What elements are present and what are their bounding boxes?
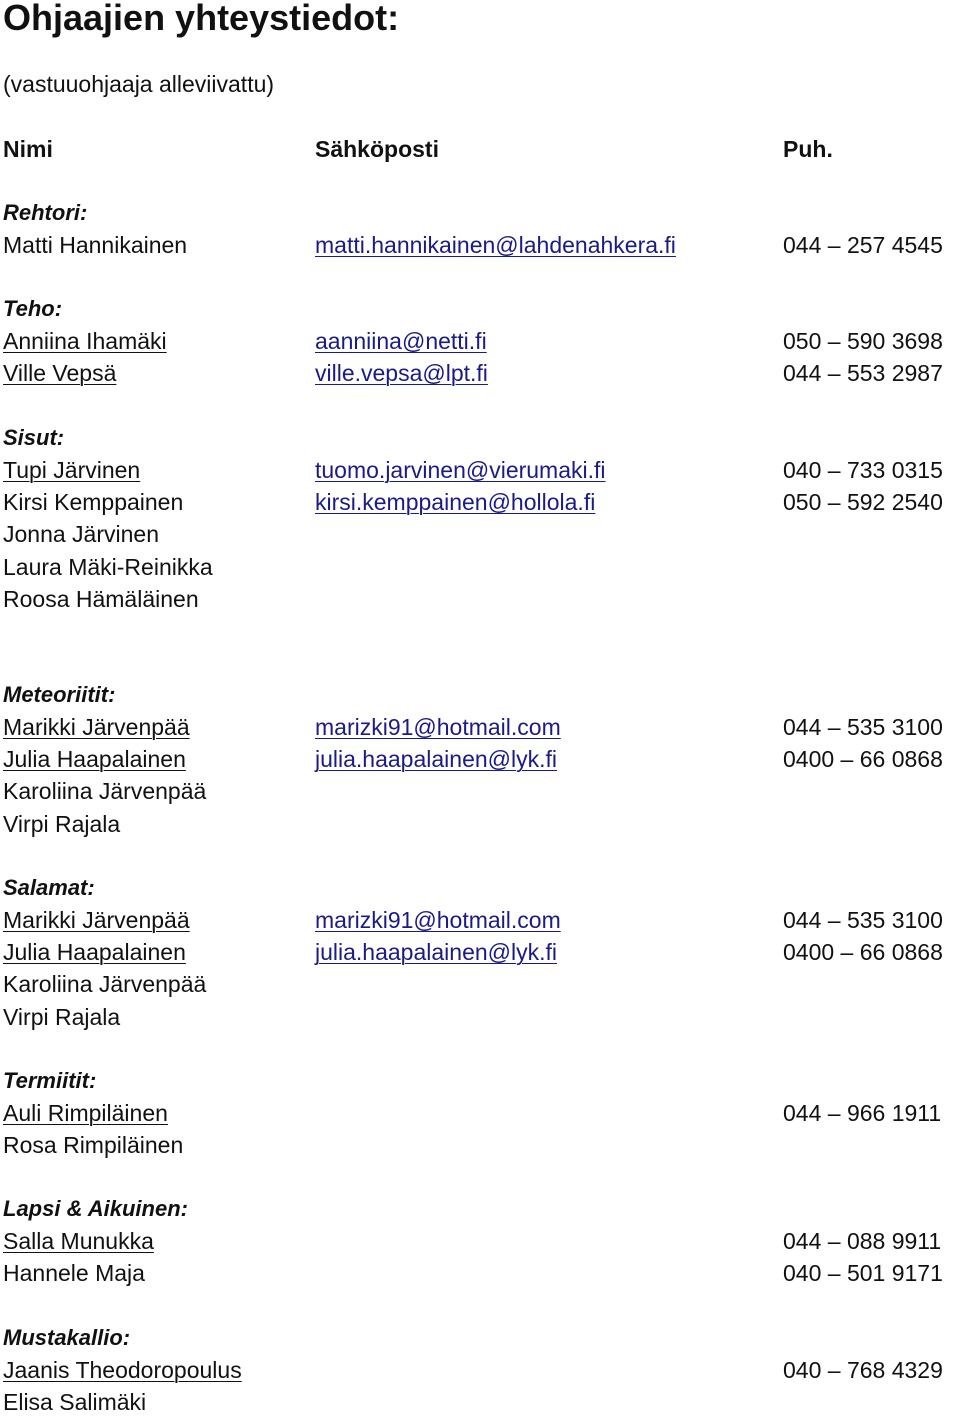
contact-row (0, 1129, 960, 1161)
contact-row (0, 518, 960, 550)
contact-name: Anniina Ihamäki (3, 328, 167, 354)
column-headers (0, 133, 960, 165)
section-title: Lapsi & Aikuinen: (3, 1196, 188, 1221)
contact-name: Salla Munukka (3, 1228, 154, 1254)
contact-row (0, 808, 960, 840)
contact-name: Matti Hannikainen (3, 232, 188, 258)
contact-section (0, 293, 960, 389)
contact-row (0, 583, 960, 615)
email-link[interactable]: marizki91@hotmail.com (315, 907, 561, 933)
email-link[interactable]: matti.hannikainen@lahdenahkera.fi (315, 232, 676, 258)
contact-name: Julia Haapalainen (3, 746, 186, 773)
contact-row (0, 1257, 960, 1289)
section-title: Teho: (3, 296, 63, 321)
contact-row (0, 936, 960, 968)
contact-row (0, 711, 960, 743)
phone-number: 044 – 088 9911 (783, 1228, 942, 1254)
section-title: Rehtori: (3, 200, 88, 225)
email-link[interactable]: tuomo.jarvinen@vierumaki.fi (315, 457, 606, 483)
phone-number: 050 – 590 3698 (783, 328, 943, 354)
phone-number: 0400 – 66 0868 (783, 746, 943, 773)
contact-row (0, 775, 960, 807)
phone-number: 040 – 768 4329 (783, 1357, 943, 1383)
contact-name: Virpi Rajala (3, 810, 121, 837)
contact-row (0, 551, 960, 583)
email-link[interactable]: marizki91@hotmail.com (315, 714, 561, 740)
contact-name: Jonna Järvinen (3, 521, 159, 548)
email-link[interactable]: julia.haapalainen@lyk.fi (315, 939, 557, 966)
contact-name: Laura Mäki-Reinikka (3, 553, 213, 580)
phone-number: 044 – 257 4545 (783, 232, 943, 258)
contact-row (0, 1225, 960, 1257)
contact-name: Virpi Rajala (3, 1003, 121, 1030)
phone-number: 050 – 592 2540 (783, 489, 943, 516)
contact-name: Ville Vepsä (3, 360, 117, 387)
contact-row (0, 1386, 960, 1418)
contact-name: Jaanis Theodoropoulus (3, 1357, 242, 1383)
header-email: Sähköposti (315, 136, 439, 162)
contact-name: Hannele Maja (3, 1260, 145, 1287)
contact-name: Roosa Hämäläinen (3, 585, 199, 612)
contact-name: Kirsi Kemppainen (3, 489, 184, 516)
section-title: Meteoriitit: (3, 682, 116, 707)
email-link[interactable]: ville.vepsa@lpt.fi (315, 360, 488, 387)
email-link[interactable]: aanniina@netti.fi (315, 328, 487, 354)
contact-row (0, 904, 960, 936)
contact-section (0, 1193, 960, 1289)
phone-number: 0400 – 66 0868 (783, 939, 943, 966)
contact-row (0, 968, 960, 1000)
contact-name: Karoliina Järvenpää (3, 971, 207, 998)
contact-name: Karoliina Järvenpää (3, 778, 207, 805)
contact-name: Tupi Järvinen (3, 457, 141, 483)
email-link[interactable]: julia.haapalainen@lyk.fi (315, 746, 557, 773)
header-name: Nimi (3, 136, 53, 162)
contact-name: Auli Rimpiläinen (3, 1100, 168, 1126)
phone-number: 044 – 535 3100 (783, 907, 943, 933)
contact-row (0, 357, 960, 389)
contact-row (0, 486, 960, 518)
lead-note: (vastuuohjaaja alleviivattu) (3, 71, 275, 97)
contact-row (0, 743, 960, 775)
phone-number: 044 – 966 1911 (783, 1100, 942, 1126)
section-title: Salamat: (3, 875, 95, 900)
contact-name: Marikki Järvenpää (3, 907, 190, 933)
phone-number: 044 – 553 2987 (783, 360, 943, 387)
email-link[interactable]: kirsi.kemppainen@hollola.fi (315, 489, 596, 516)
contact-row (0, 325, 960, 357)
contact-section (0, 422, 960, 615)
contact-section (0, 679, 960, 840)
contact-section (0, 872, 960, 1033)
section-title: Termiitit: (3, 1068, 97, 1093)
contact-name: Rosa Rimpiläinen (3, 1132, 184, 1159)
contact-row (0, 1097, 960, 1129)
contact-row (0, 454, 960, 486)
phone-number: 044 – 535 3100 (783, 714, 943, 740)
contact-row (0, 1001, 960, 1033)
phone-number: 040 – 501 9171 (783, 1260, 943, 1287)
contact-section (0, 1065, 960, 1161)
contact-section (0, 1322, 960, 1418)
contact-row (0, 229, 960, 261)
section-title: Mustakallio: (3, 1325, 131, 1350)
contact-name: Elisa Salimäki (3, 1389, 147, 1416)
section-title: Sisut: (3, 425, 65, 450)
contact-name: Marikki Järvenpää (3, 714, 190, 740)
phone-number: 040 – 733 0315 (783, 457, 943, 483)
contact-name: Julia Haapalainen (3, 939, 186, 966)
page-title: Ohjaajien yhteystiedot: (3, 0, 400, 38)
contact-section (0, 197, 960, 261)
contact-row (0, 1354, 960, 1386)
header-phone: Puh. (783, 136, 833, 162)
